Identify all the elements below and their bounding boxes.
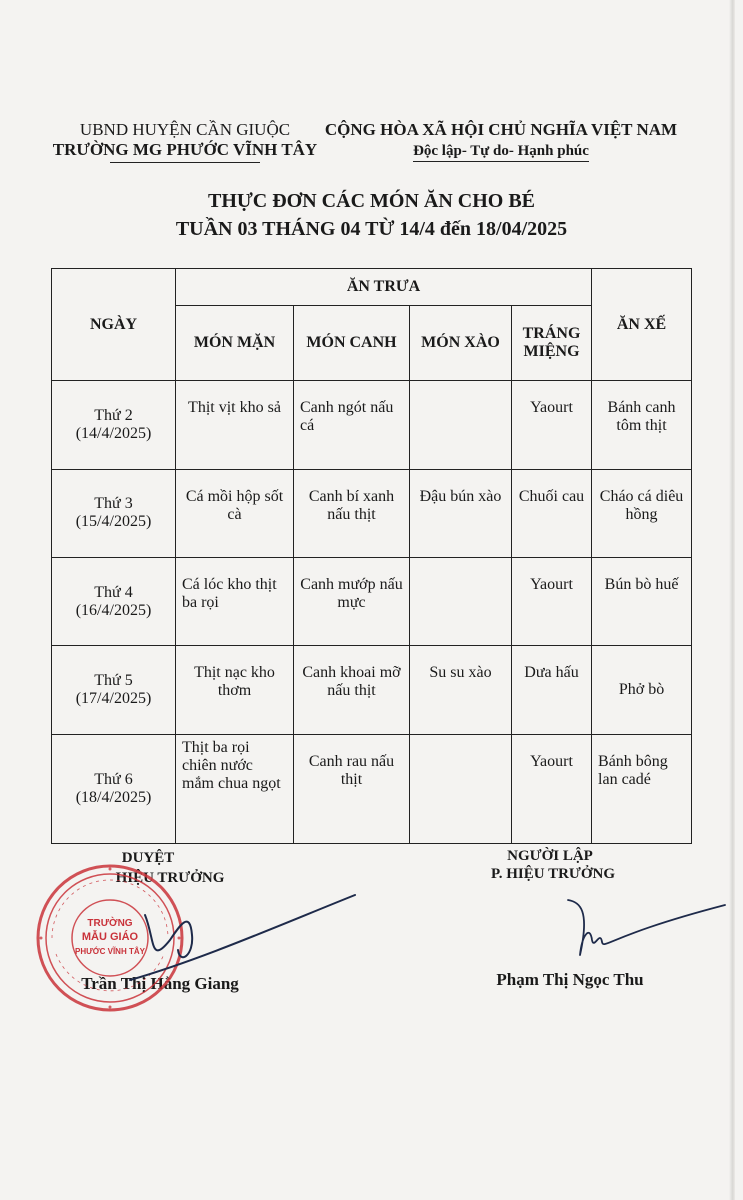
an-xe-cell: Phở bò [592, 646, 692, 734]
vice-principal-signature-icon [560, 890, 730, 970]
menu-subtitle: TUẦN 03 THÁNG 04 TỪ 14/4 đến 18/04/2025 [175, 218, 568, 240]
table-row [52, 646, 692, 734]
day-cell [52, 646, 176, 734]
day-date: (16/4/2025) [75, 601, 152, 619]
header-an-xe: ĂN XẾ [592, 269, 692, 381]
trang-mieng-cell: Yaourt [512, 381, 592, 469]
mon-canh-cell: Canh bí xanh nấu thịt [294, 469, 410, 557]
day-name: Thứ 6 [94, 770, 133, 788]
an-xe-cell: Cháo cá diêu hồng [592, 469, 692, 557]
header-mon-xao: MÓN XÀO [410, 306, 512, 381]
menu-title: THỰC ĐƠN CÁC MÓN ĂN CHO BÉ [207, 190, 536, 212]
day-date: (14/4/2025) [75, 424, 152, 442]
mon-canh-cell: Canh ngót nấu cá [294, 381, 410, 469]
header-right [316, 120, 686, 162]
mon-xao-cell [410, 558, 512, 646]
header-trang-mieng: TRÁNG MIỆNG [512, 306, 592, 381]
trang-mieng-cell: Dưa hấu [512, 646, 592, 734]
mon-xao-cell: Đậu bún xào [410, 469, 512, 557]
page-fold-shadow [729, 0, 735, 1200]
day-date: (15/4/2025) [75, 513, 152, 531]
mon-canh-cell: Canh mướp nấu mực [294, 558, 410, 646]
mon-man-cell: Thịt vịt kho sả [176, 381, 294, 469]
header-mon-man: MÓN MẶN [176, 306, 294, 381]
day-name: Thứ 5 [94, 672, 133, 690]
national-motto: Độc lập- Tự do- Hạnh phúc [413, 143, 589, 162]
day-cell [52, 558, 176, 646]
day-date: (18/4/2025) [75, 788, 152, 806]
trang-mieng-cell: Yaourt [512, 734, 592, 843]
vice-principal-label: P. HIỆU TRƯỞNG [490, 866, 616, 882]
day-cell [52, 381, 176, 469]
approve-label: DUYỆT [121, 850, 175, 866]
mon-man-cell: Thịt nạc kho thơm [176, 646, 294, 734]
mon-canh-cell: Canh khoai mỡ nấu thịt [294, 646, 410, 734]
day-date: (17/4/2025) [75, 690, 152, 708]
header-mon-canh: MÓN CANH [294, 306, 410, 381]
header-lunch: ĂN TRƯA [176, 269, 592, 306]
principal-label: HIỆU TRƯỞNG [115, 870, 225, 886]
school-underline [110, 162, 260, 163]
day-name: Thứ 2 [94, 406, 133, 424]
principal-name: Trần Thị Hằng Giang [81, 974, 239, 993]
an-xe-cell: Bánh canh tôm thịt [592, 381, 692, 469]
mon-xao-cell [410, 734, 512, 843]
trang-mieng-cell: Yaourt [512, 558, 592, 646]
day-name: Thứ 4 [94, 583, 133, 601]
mon-man-cell: Thịt ba rọi chiên nước mắm chua ngọt [176, 734, 294, 843]
mon-man-cell: Cá mồi hộp sốt cà [176, 469, 294, 557]
school-name: TRƯỜNG MG PHƯỚC VĨNH TÂY [52, 140, 318, 159]
day-cell [52, 734, 176, 843]
preparer-label: NGƯỜI LẬP [507, 848, 593, 864]
menu-table [51, 268, 692, 844]
header-left [50, 120, 320, 163]
stamp-text-1: TRƯỜNG [87, 918, 133, 929]
table-row [52, 734, 692, 843]
header-day: NGÀY [52, 269, 176, 381]
header-row-1 [52, 269, 692, 306]
trang-mieng-cell: Chuối cau [512, 469, 592, 557]
stamp-text-3: PHƯỚC VĨNH TÂY [75, 947, 145, 956]
district-name: UBND HUYỆN CẦN GIUỘC [79, 120, 291, 139]
table-row [52, 558, 692, 646]
mon-canh-cell: Canh rau nấu thịt [294, 734, 410, 843]
mon-xao-cell: Su su xào [410, 646, 512, 734]
table-row [52, 469, 692, 557]
day-cell [52, 469, 176, 557]
day-name: Thứ 3 [94, 495, 133, 513]
vice-principal-name: Phạm Thị Ngọc Thu [496, 970, 644, 989]
an-xe-cell: Bún bò huế [592, 558, 692, 646]
principal-signature-icon [120, 880, 370, 1000]
national-title: CỘNG HÒA XÃ HỘI CHỦ NGHĨA VIỆT NAM [324, 120, 678, 139]
an-xe-cell: Bánh bông lan cadé [592, 734, 692, 843]
mon-xao-cell [410, 381, 512, 469]
table-row [52, 381, 692, 469]
mon-man-cell: Cá lóc kho thịt ba rọi [176, 558, 294, 646]
stamp-text-2: MẪU GIÁO [81, 931, 139, 943]
